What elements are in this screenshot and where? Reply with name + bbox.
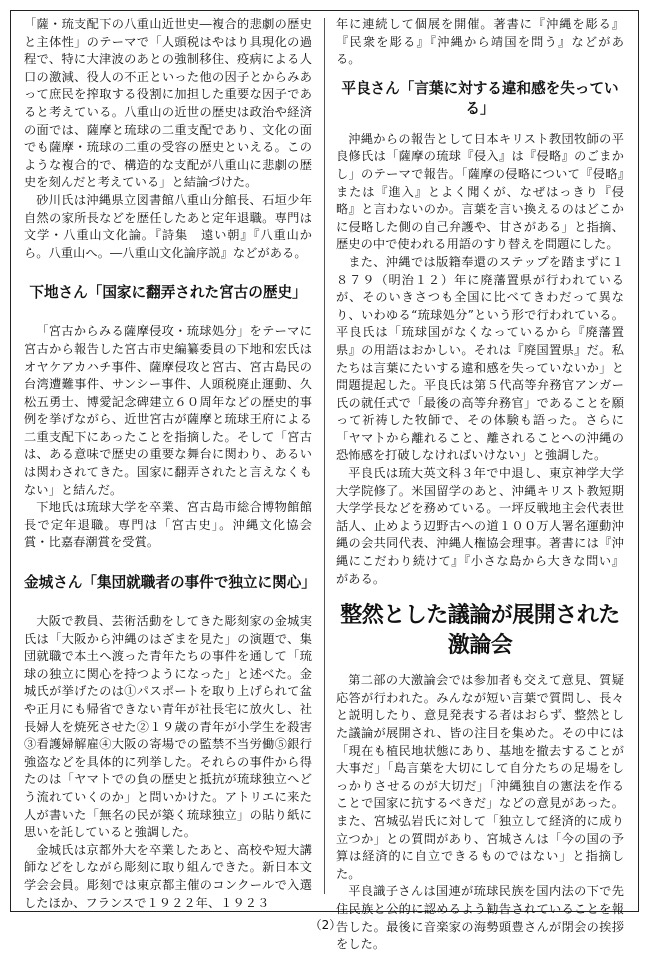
paragraph-taira-terminology: また、沖縄では版籍奉還のステップを踏まずに１８７９（明治１２）年に廃藩置県が行われているが、そのいきさつも全国に比べてきわだって異なり、いわゆる“琉球処分”という形で行われている。平良氏は「琉球国がなくなっているから『廃藩置県』の用語はおかしい。それは『廃国置県』だ。私たちは言葉にたいする違和感を失っていないか」と問題提起した。平良氏は第５代高等弁務官アンガー氏の就任式で「最後の高等弁務官」であることを願って祈祷した牧師で、その体験も語った。さらに「ヤマトから離れること、離されることへの沖縄の恐怖感を打破しなければいけない」と強調した。 bbox=[336, 254, 624, 463]
paragraph-debate-closing: 平良識子さんは国連が琉球民族を国内法の下で先住民族と公的に認めるよう勧告されていることを報告した。最後に音楽家の海勢頭豊さんが閉会の挨拶をした。 bbox=[336, 884, 624, 952]
paragraph-debate-discussion: 第二部の大激論会では参加者も交えて意見、質疑応答が行われた。みんなが短い言葉で質問し、長々と説明したり、意見発表する者はおらず、整然とした議論が展開され、皆の注目を集めた。その中には「現在も植民地状態にあり、基地を撤去することが大事だ」「島言葉を大切にして自分たちの足場をしっかりさせるのが大切だ」「沖縄独自の憲法を作ることで国家に抗するべきだ」などの意見があった。また、宮城弘岩氏に対して「独立して経済的に成り立つか」との質問があり、宮城さんは「今の国の予算は経済的に自立できるものではない」と指摘した。 bbox=[336, 673, 624, 881]
left-column bbox=[24, 16, 316, 912]
paragraph-taira-report: 沖縄からの報告として日本キリスト教団牧師の平良修氏は「薩摩の琉球『侵入』は『侵略』のごまかし」のテーマで報告。「薩摩の侵略について『侵略』または『進入』とよく聞くが、なぜはっきり『侵略』と言わないのか。言葉を言い換えるのはどこかに侵略した側の自己弁護や、甘さがある」と指摘、歴史の中で使われる用語のすり替えを問題にした。 bbox=[336, 131, 624, 252]
paragraph-sunagawa-conclusion: 「薩・琉支配下の八重山近世史―複合的悲劇の歴史と主体性」のテーマで「人頭税はやはり具現化の過程で、特に大津波のあとの強制移住、疫病による人口の激減、役人の不正といった他の因子とからみあって庶民を搾取する役割に加担した重要な因子であると考えている。八重山の近世の歴史は政治や経済の面では、薩摩と琉球の二重支配であり、文化の面でも薩摩・琉球の二重の受容の歴史といえる。このような複合的で、構造的な支配が八重山に悲劇の歴史を刻んだと考えている」と結論づけた。 bbox=[24, 17, 312, 190]
paragraph-shimoji-report: 「宮古からみる薩摩侵攻・琉球処分」をテーマに宮古から報告した宮古市史編纂委員の下地和宏氏はオヤケアカハチ事件、薩摩侵攻と宮古、宮古島民の台湾遭難事件、サンシー事件、人頭税廃止運動、久松五勇士、博愛記念碑建立６０周年などの歴史的事例を挙げながら、近世宮古が薩摩と琉球王府による二重支配下にあったことを指摘した。そして「宮古は、ある意味で歴史の重要な舞台に関わり、あるいは関わされてきた。国家に翻弄されたと言えなくもない」と結んだ。 bbox=[24, 324, 312, 497]
heading-shimoji: 下地さん「国家に翻弄された宮古の歴史」 bbox=[29, 284, 307, 302]
paragraph-sunagawa-profile: 砂川氏は沖縄県立図書館八重山分館長、石垣少年自然の家所長などを歴任したあと定年退職。専門は文学・八重山文化論。『詩集 遠い朝』『八重山から。八重山へ。―八重山文化論序説』などがある。 bbox=[24, 192, 312, 260]
paragraph-taira-profile: 平良氏は琉大英文科３年で中退し、東京神学大学大学院修了。米国留学のあと、沖縄キリスト教短期大学学長などを務めている。一坪反戦地主会代表世話人、止めよう辺野古への道１００万人署名運動沖縄の会共同代表、沖縄人権協会理事。著書には『沖縄にこだわり続けて』『小さな島から大きな問い』がある。 bbox=[336, 466, 624, 586]
heading-kinjo: 金城さん「集団就職者の事件で独立に関心」 bbox=[24, 574, 316, 592]
heading-debate: 整然とした議論が展開された激論会 bbox=[340, 603, 620, 659]
right-column bbox=[336, 16, 624, 954]
paragraph-shimoji-profile: 下地氏は琉球大学を卒業、宮古島市総合博物館館長で定年退職。専門は「宮古史」。沖縄文化協会賞・比嘉春潮賞を受賞。 bbox=[24, 500, 312, 550]
page-number: （2） bbox=[309, 918, 342, 932]
paragraph-kinjo-profile: 金城氏は京都外大を卒業したあと、高校や短大講師などをしながら彫刻に取り組んできた。新日本文学会会員。彫刻では東京都主催のコンクールで入選したほか、フランスで１９２２年、１９２３ bbox=[24, 842, 312, 910]
paragraph-kinjo-report: 大阪で教員、芸術活動をしてきた彫刻家の金城実氏は「大阪から沖縄のはざまを見た」の演題で、集団就職で本土へ渡った青年たちの事件を通して「琉球の独立に関心を持つようになった」と述べた。金城氏が挙げたのは①パスポートを取り上げられて盆や正月にも帰省できない青年が社長宅に放火し、社長婦人を焼死させた②１９歳の青年が小学生を殺害③看護婦解雇④大阪の寄場での監禁不当労働⑤銀行強盗などを具体的に列挙した。それらの事件から得たのは「ヤマトでの負の歴史と抵抗が琉球独立へどう流れていくのか」と問いかけた。アトリエに来た人が書いた「無名の民が築く琉球独立」の貼り紙に思いを託していると強調した。 bbox=[24, 614, 312, 840]
heading-taira: 平良さん「言葉に対する違和感を失っている」 bbox=[341, 79, 619, 117]
paragraph-kinjo-profile-continued: 年に連続して個展を開催。著書に『沖縄を彫る』『民衆を彫る』『沖縄から靖国を問う』などがある。 bbox=[336, 17, 624, 67]
column-divider bbox=[324, 18, 325, 894]
